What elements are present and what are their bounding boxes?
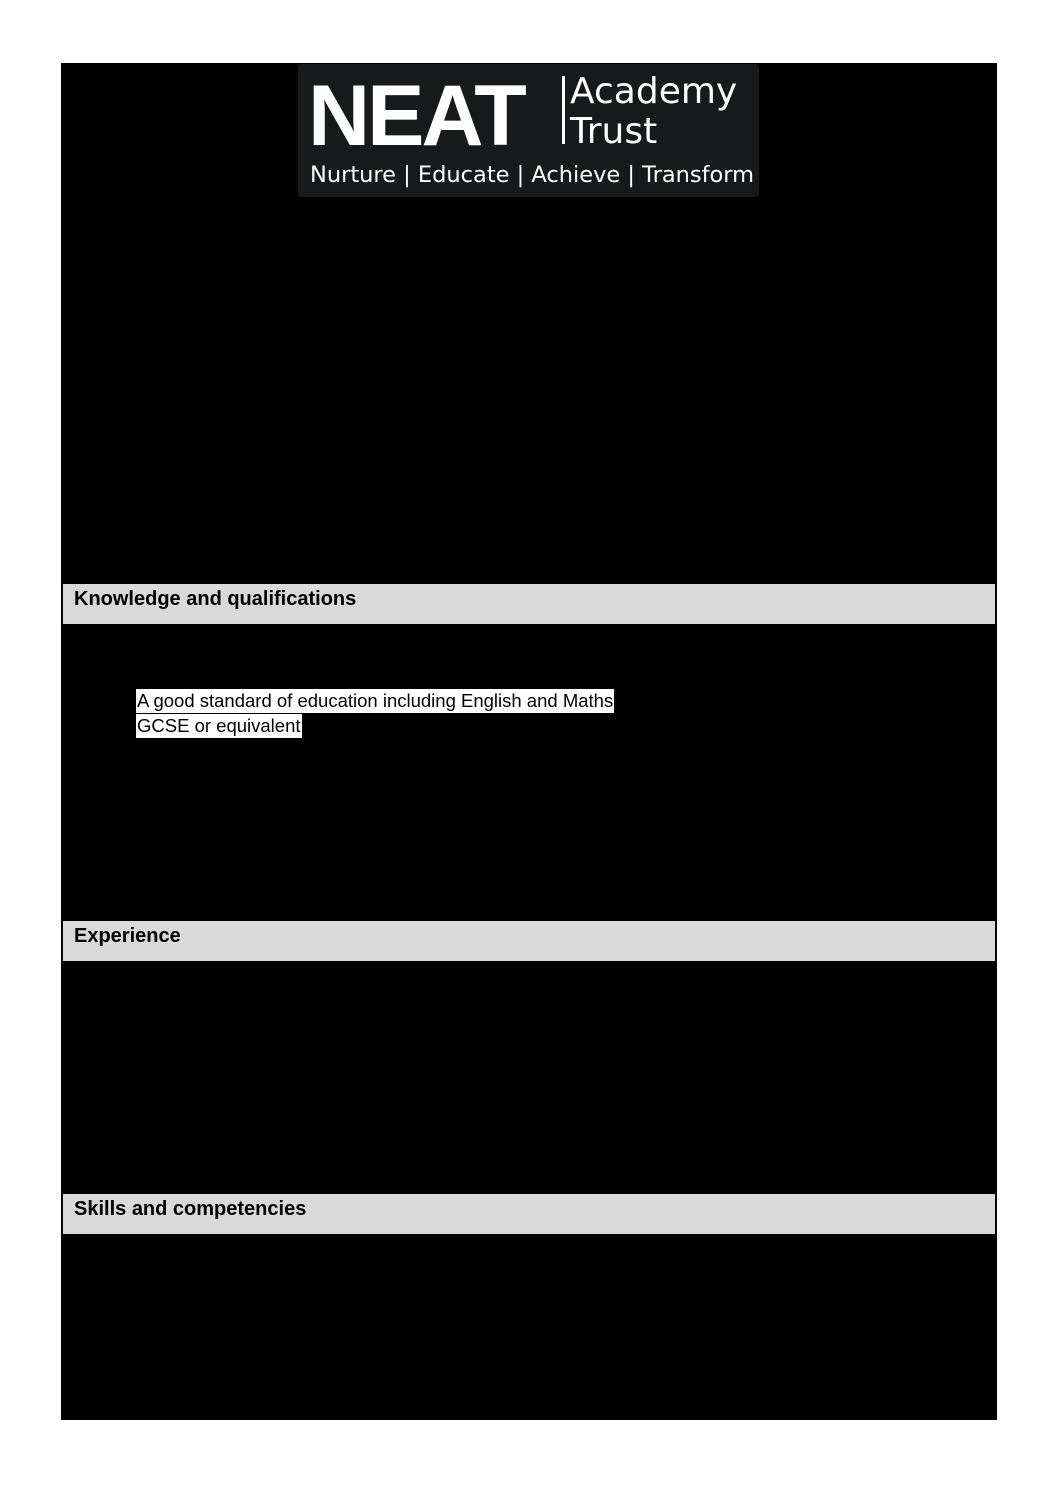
logo-academy-text: Academy [570, 71, 738, 112]
neat-academy-trust-logo [298, 64, 759, 197]
logo-divider [562, 76, 565, 144]
qualification-line: GCSE or equivalent [137, 715, 301, 736]
section-header-experience: Experience [63, 921, 995, 961]
logo-tagline: Nurture | Educate | Achieve | Transform [310, 162, 755, 188]
qualification-line: A good standard of education including English and Maths [137, 690, 614, 711]
section-header-skills: Skills and competencies [63, 1194, 995, 1234]
logo-trust-text: Trust [570, 111, 658, 152]
section-header-knowledge: Knowledge and qualifications [63, 584, 995, 624]
logo-wordmark: NEAT [308, 68, 524, 164]
